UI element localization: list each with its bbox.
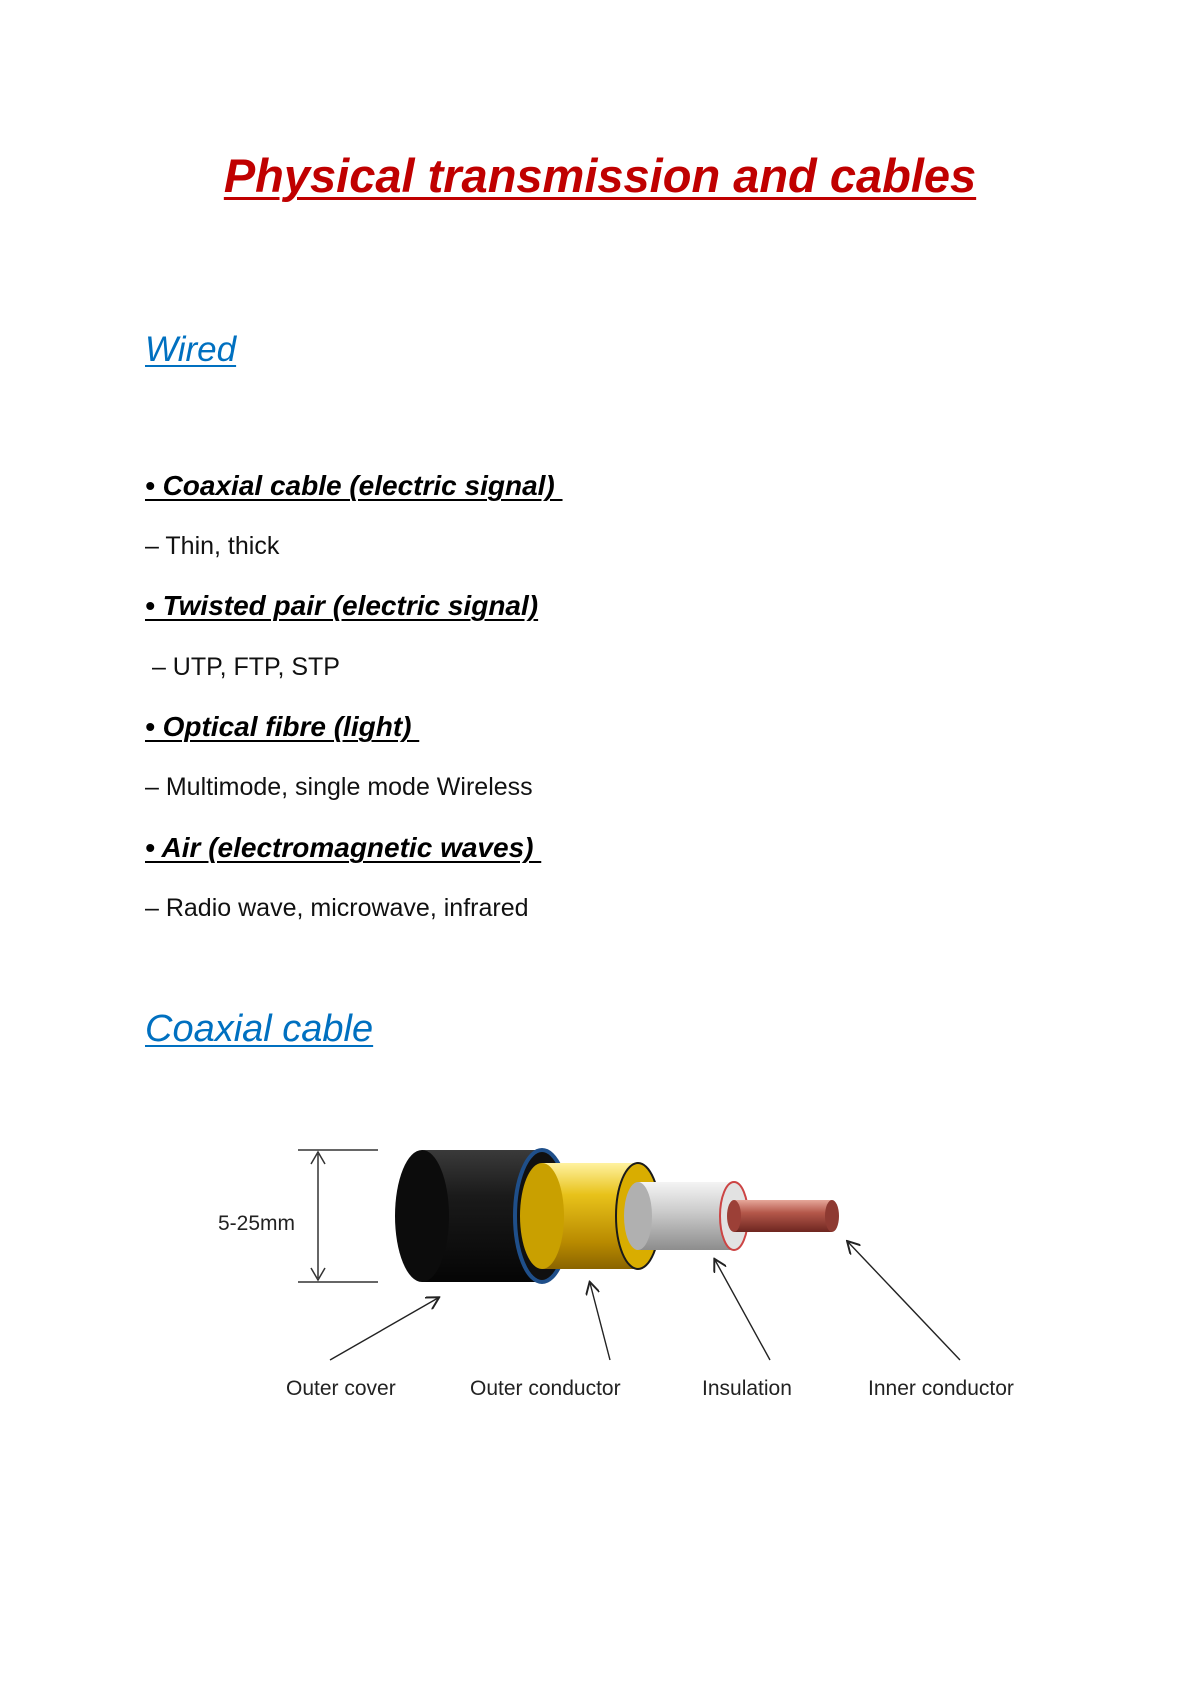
- label-outer-conductor: Outer conductor: [470, 1377, 621, 1400]
- bullet-optical-fibre: • Optical fibre (light): [145, 711, 420, 742]
- detail-coaxial: – Thin, thick: [145, 532, 280, 560]
- detail-air: – Radio wave, microwave, infrared: [145, 894, 529, 922]
- page-title: Physical transmission and cables: [223, 149, 977, 202]
- bullet-twisted-pair: • Twisted pair (electric signal): [145, 590, 539, 621]
- coaxial-cable-diagram: [150, 1120, 1050, 1445]
- bullet-coaxial: • Coaxial cable (electric signal): [145, 470, 563, 501]
- bullet-air: • Air (electromagnetic waves): [145, 832, 542, 863]
- wired-heading: Wired: [145, 330, 237, 369]
- dimension-indicator: [298, 1150, 378, 1282]
- insulation-arrow: [715, 1260, 770, 1360]
- outer-conductor-arrow: [590, 1283, 610, 1360]
- outer-cover-arrow: [330, 1298, 438, 1360]
- label-inner-conductor: Inner conductor: [868, 1377, 1014, 1400]
- coaxial-cable-heading: Coaxial cable: [145, 1008, 374, 1050]
- detail-optical-fibre: – Multimode, single mode Wireless: [145, 773, 533, 801]
- label-insulation: Insulation: [702, 1377, 792, 1400]
- inner-conductor-shape: [727, 1200, 839, 1232]
- inner-conductor-arrow: [848, 1242, 960, 1360]
- label-outer-cover: Outer cover: [286, 1377, 396, 1400]
- dimension-label: 5-25mm: [218, 1212, 296, 1235]
- detail-twisted-pair: – UTP, FTP, STP: [145, 653, 340, 681]
